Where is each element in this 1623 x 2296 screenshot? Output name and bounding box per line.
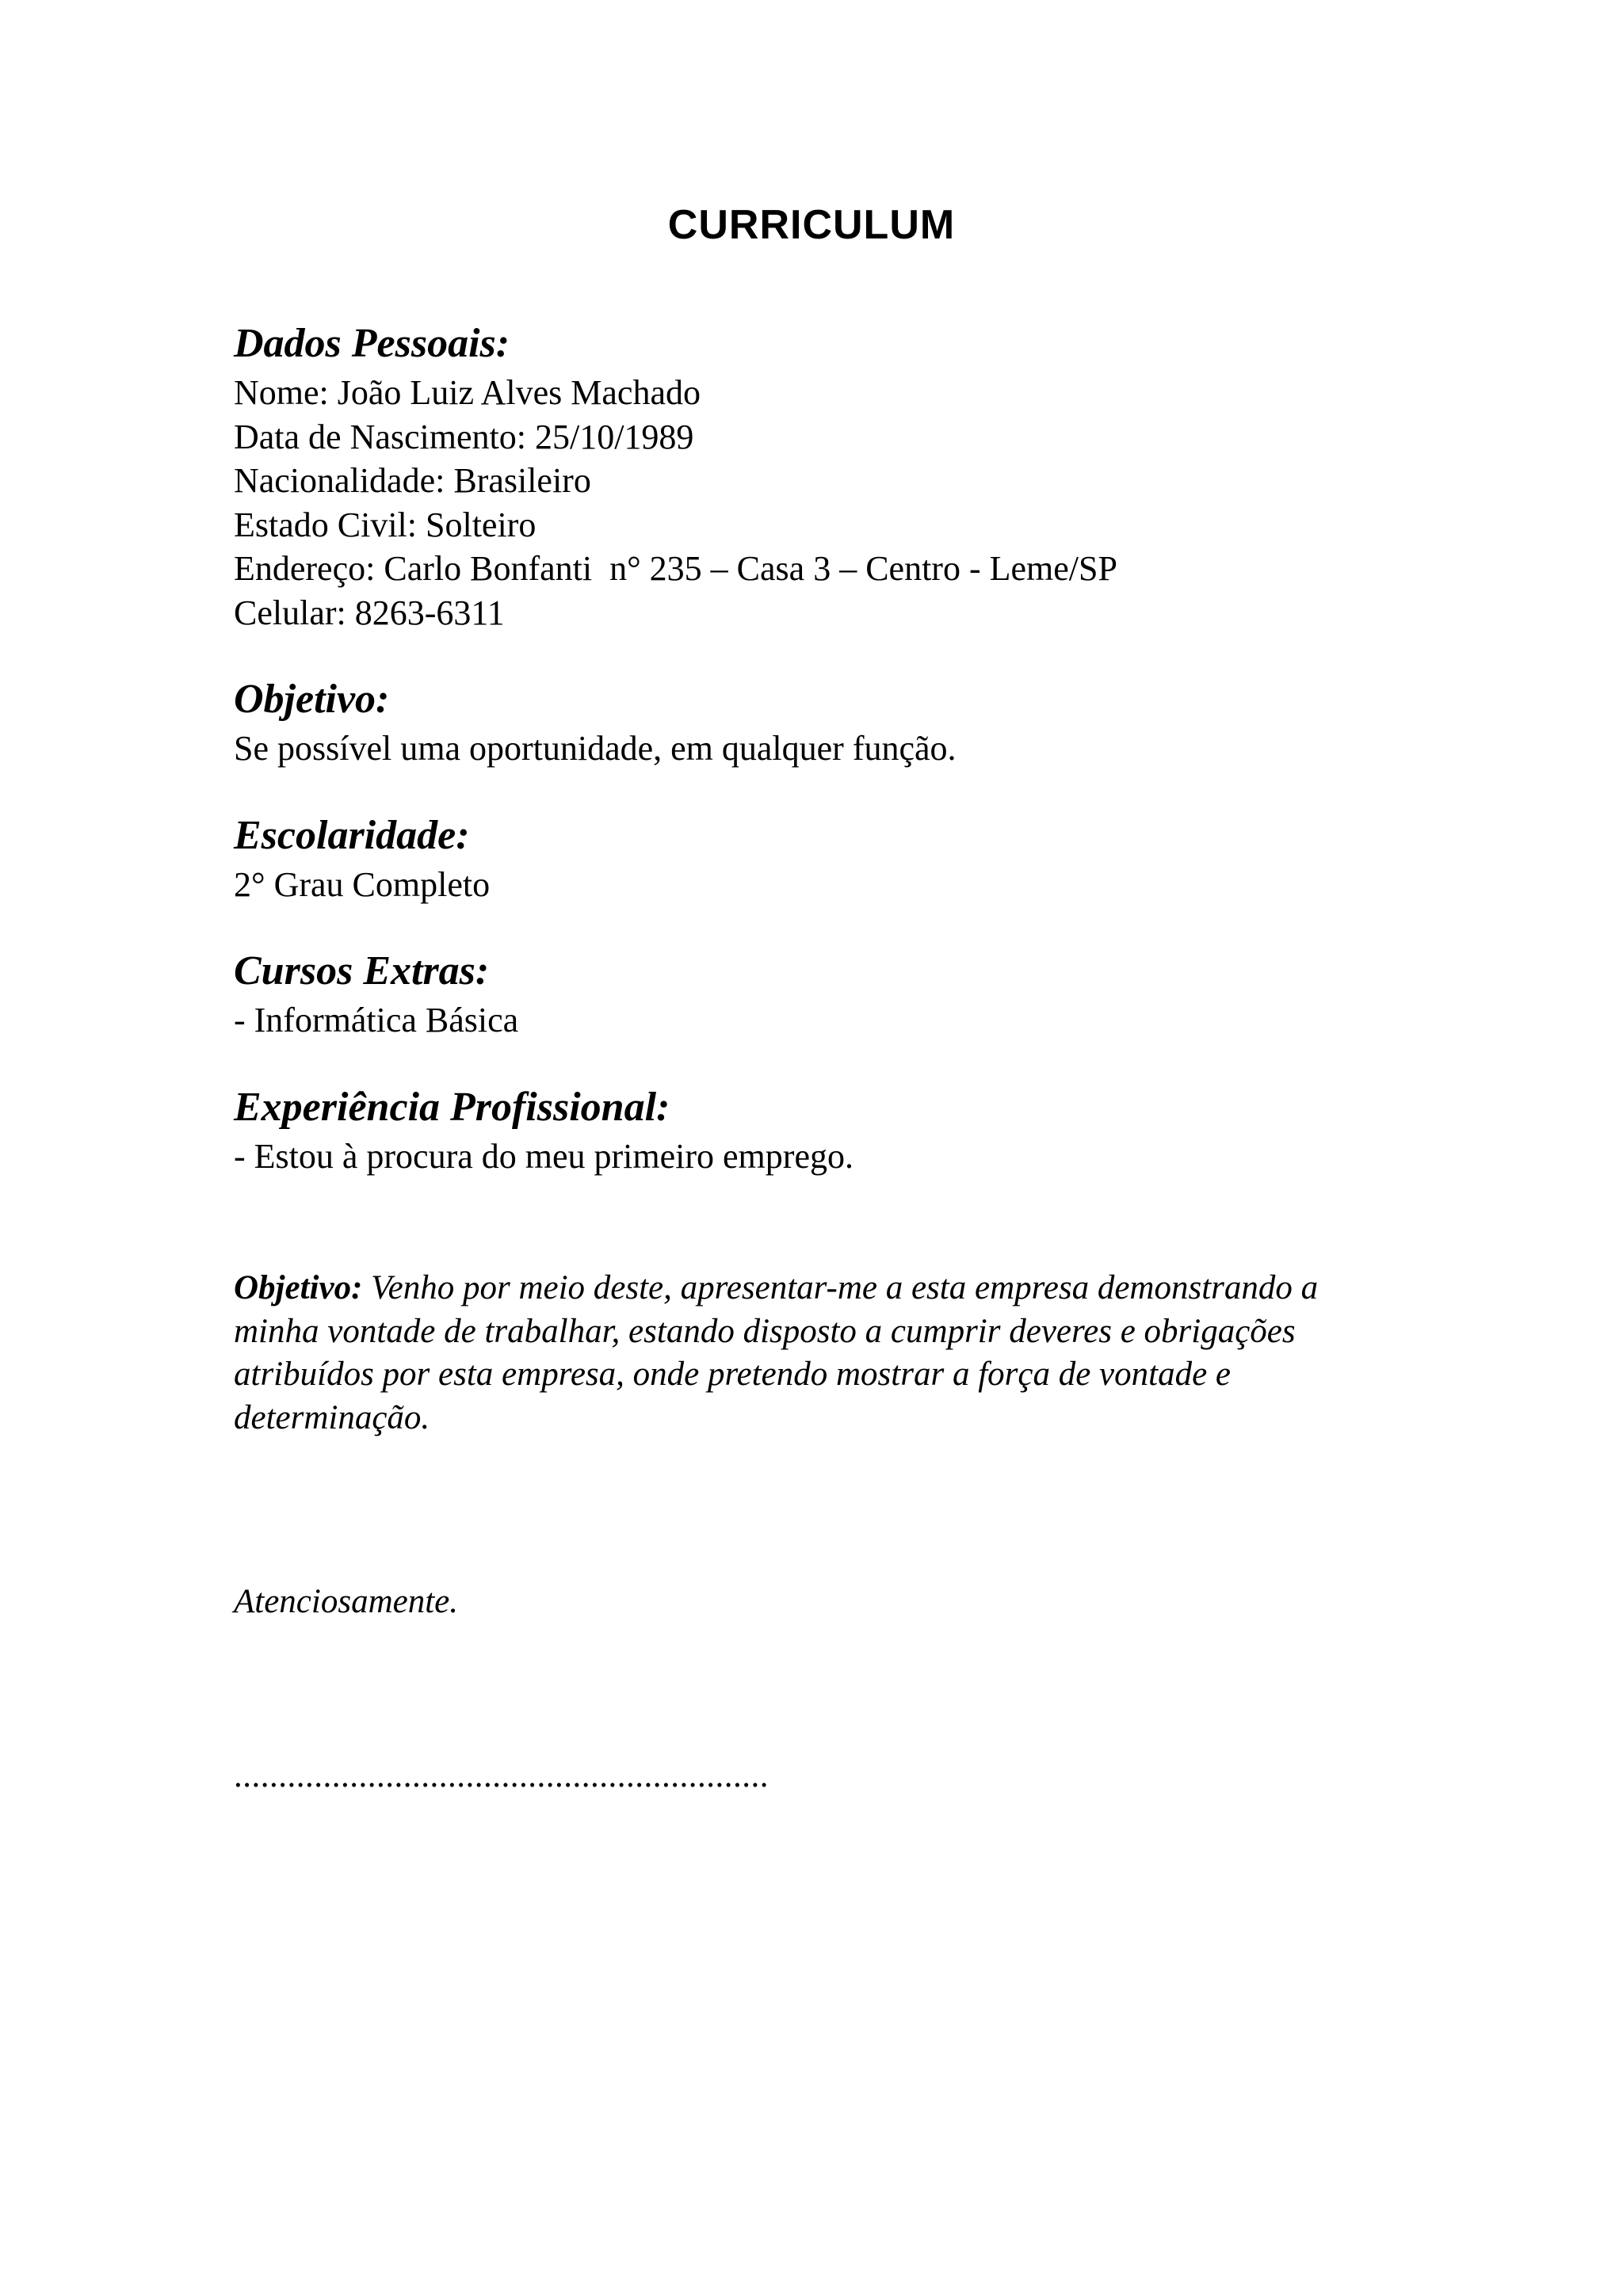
personal-marital-status: Estado Civil: Solteiro [234, 505, 537, 544]
signature-line: ............................................................ [234, 1757, 769, 1794]
section-heading-dados-pessoais: Dados Pessoais: [234, 321, 510, 366]
section-experiencia [234, 1081, 1470, 1179]
section-dados-pessoais [234, 317, 1470, 635]
document-title: CURRICULUM [667, 202, 956, 248]
personal-address: Endereço: Carlo Bonfanti n° 235 – Casa 3 – Centro - Leme/SP [234, 549, 1117, 588]
resume-body [234, 317, 1470, 1440]
personal-nationality: Nacionalidade: Brasileiro [234, 461, 591, 500]
experiencia-text: - Estou à procura do meu primeiro emprego. [234, 1136, 854, 1176]
cover-note-label: Objetivo: [234, 1269, 363, 1306]
cursos-extras-item: - Informática Básica [234, 1001, 519, 1039]
cover-note-text: Venho por meio deste, apresentar-me a esta empresa demonstrando a minha vontade de trabalhar, estando disposto a cumprir deveres e obrigações atribuídos por esta empresa, onde pretendo mostrar a força de vontade e determinação. [234, 1269, 1319, 1436]
section-cursos-extras [234, 944, 1470, 1043]
section-heading-escolaridade: Escolaridade: [234, 812, 470, 858]
cover-note [234, 1267, 1407, 1440]
section-escolaridade [234, 809, 1470, 907]
personal-birthdate: Data de Nascimento: 25/10/1989 [234, 417, 694, 456]
section-heading-cursos-extras: Cursos Extras: [234, 948, 490, 994]
section-heading-experiencia: Experiência Profissional: [234, 1084, 670, 1130]
personal-name: Nome: João Luiz Alves Machado [234, 373, 701, 412]
personal-phone: Celular: 8263-6311 [234, 593, 505, 632]
section-objetivo [234, 673, 1470, 771]
closing-text: Atenciosamente. [234, 1583, 458, 1620]
section-heading-objetivo: Objetivo: [234, 677, 390, 722]
escolaridade-text: 2° Grau Completo [234, 864, 491, 904]
objetivo-text: Se possível uma oportunidade, em qualquer função. [234, 729, 957, 768]
